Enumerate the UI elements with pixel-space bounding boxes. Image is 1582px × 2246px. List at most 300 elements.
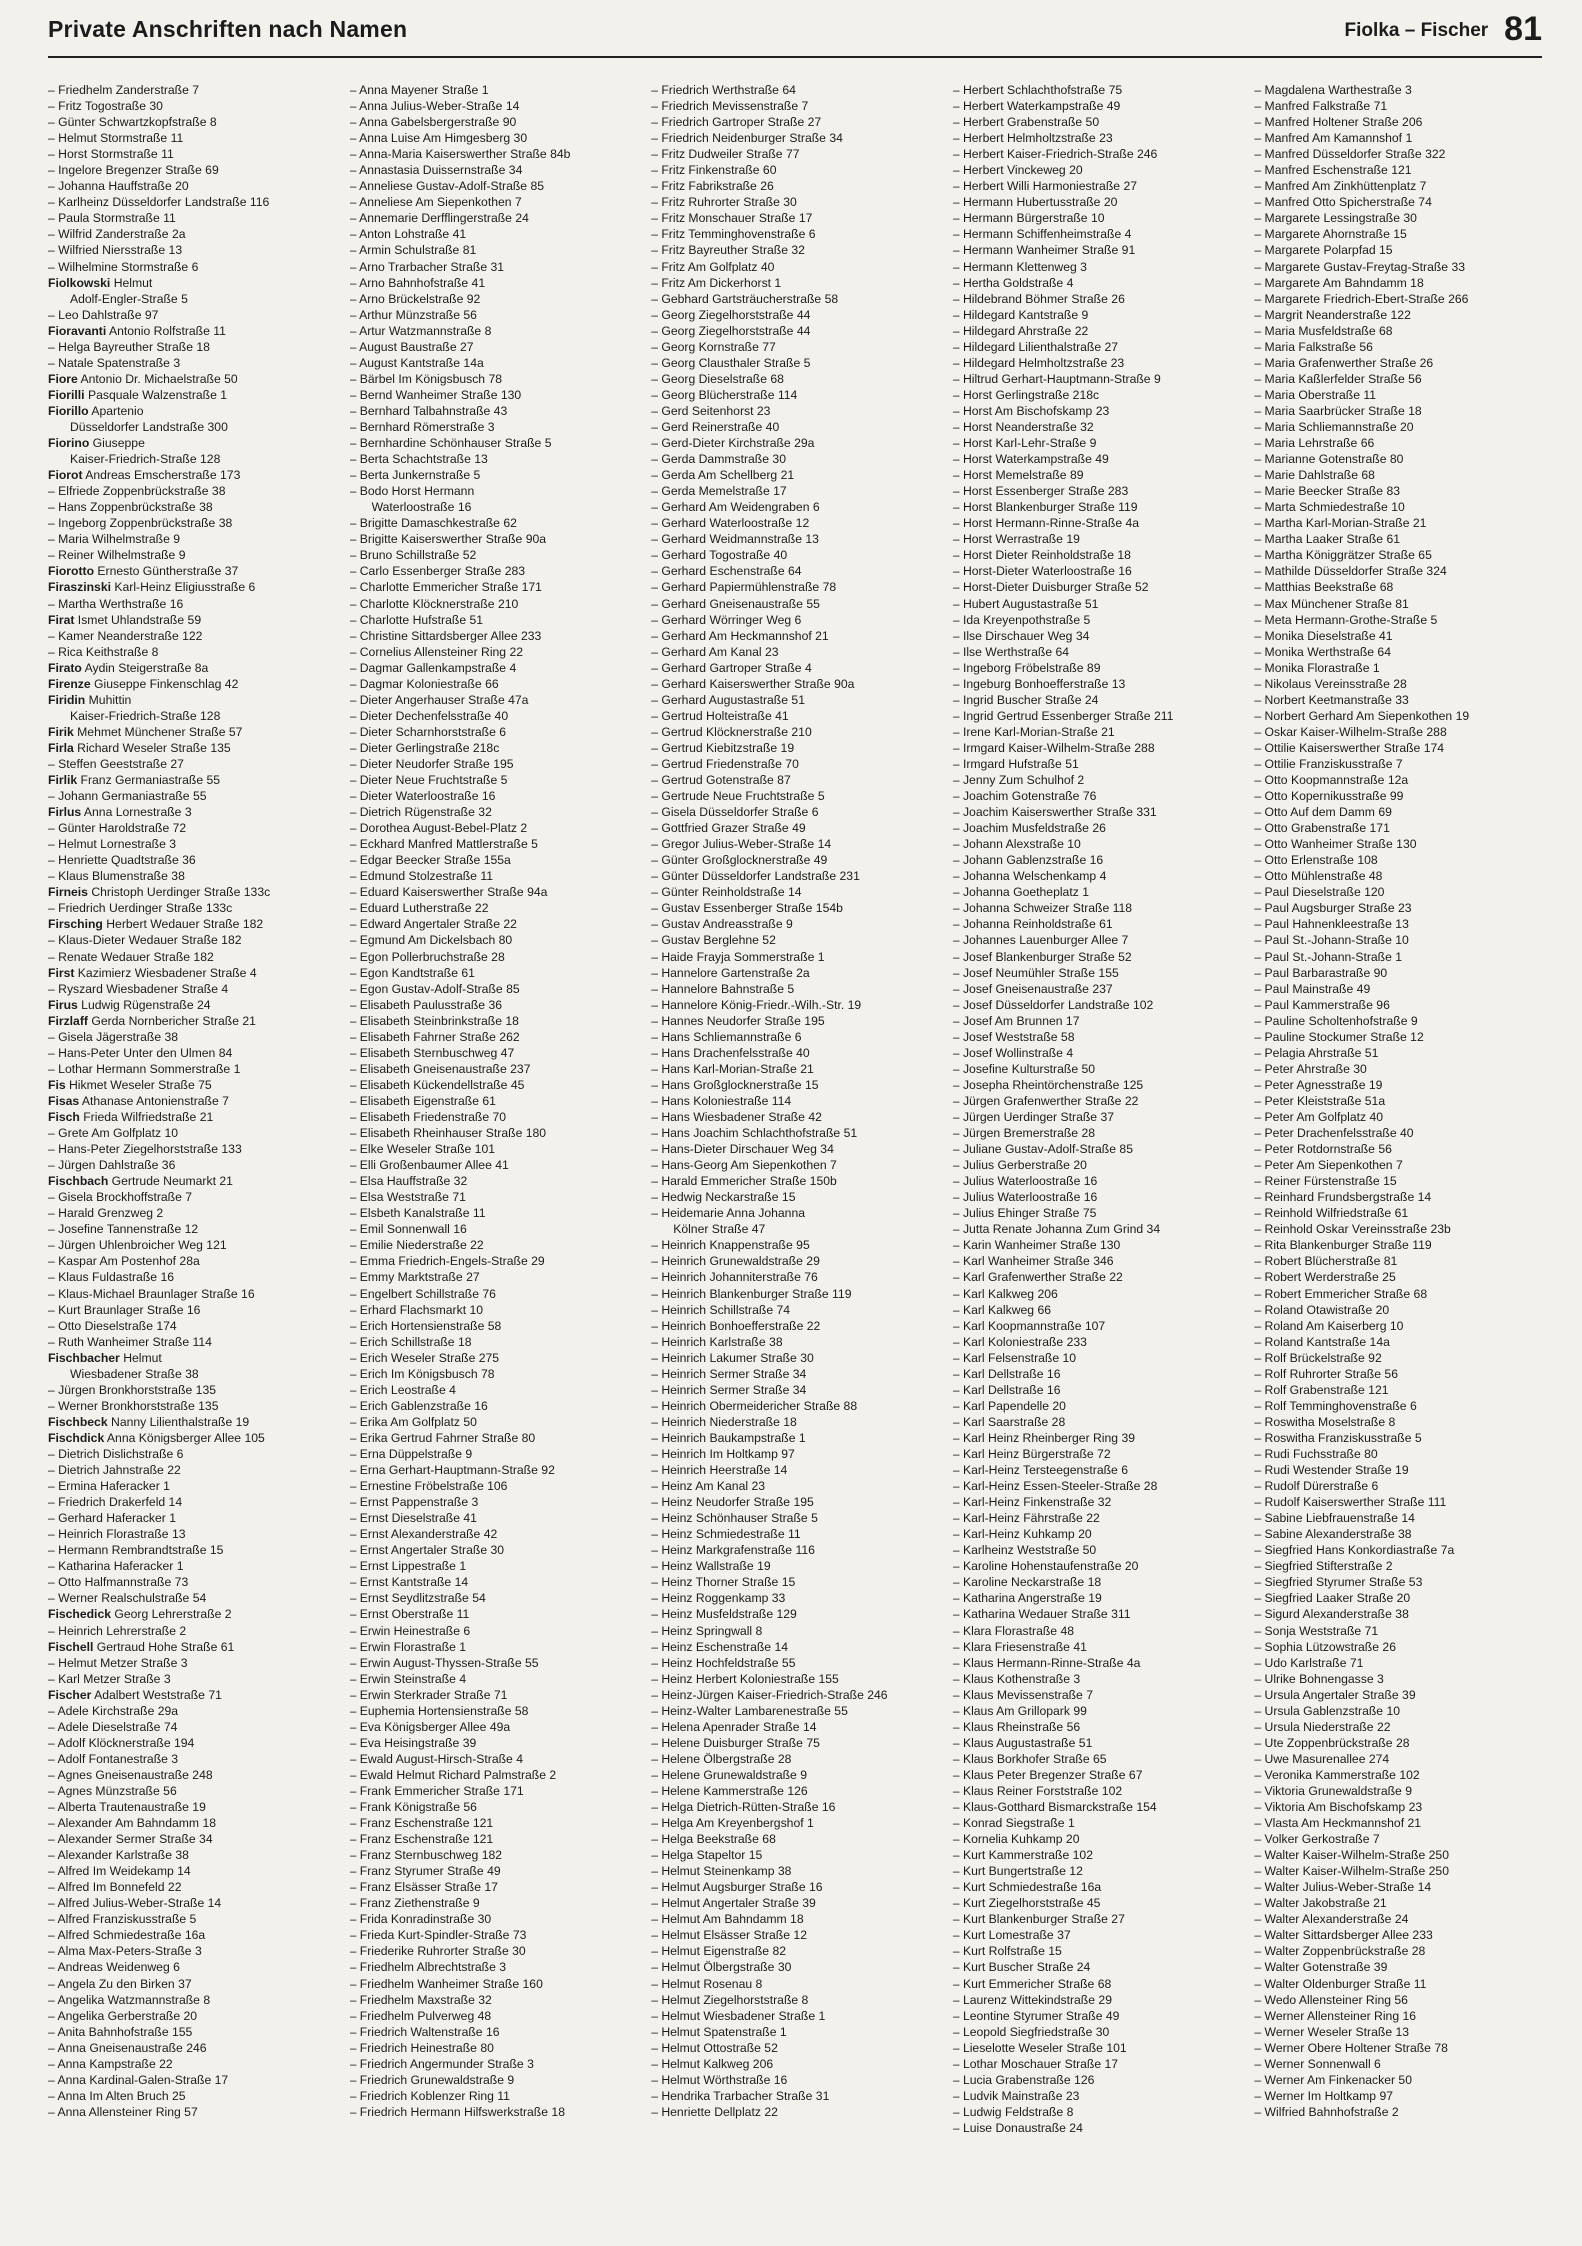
directory-entry: – Fritz Am Dickerhorst 1 xyxy=(651,275,782,290)
directory-entry: – Gustav Berglehne 52 xyxy=(651,933,776,948)
directory-entry: – Gisela Jägerstraße 38 xyxy=(48,1029,179,1044)
column-1 xyxy=(48,82,336,2136)
directory-entry: – Klaus Hermann-Rinne-Straße 4a xyxy=(952,1655,1141,1670)
directory-entry: – Annemarie Derfflingerstraße 24 xyxy=(349,211,529,226)
directory-entry: – Elke Weseler Straße 101 xyxy=(349,1142,496,1157)
directory-entry: – Emma Friedrich-Engels-Straße 29 xyxy=(349,1254,545,1269)
directory-entry: – Edmund Stolzestraße 11 xyxy=(349,869,493,884)
directory-entry: – Elsa Hauffstraße 32 xyxy=(349,1174,468,1189)
directory-entry: – Gustav Essenberger Straße 154b xyxy=(651,901,843,916)
directory-entry: – Ruth Wanheimer Straße 114 xyxy=(48,1334,212,1349)
directory-entry: – Ludwig Feldstraße 8 xyxy=(952,2104,1074,2119)
directory-entry: – Walter Kaiser-Wilhelm-Straße 250 xyxy=(1254,1848,1449,1863)
directory-entry: – Heinrich Heerstraße 14 xyxy=(651,1463,788,1478)
directory-entry: – Horst Dieter Reinholdstraße 18 xyxy=(952,548,1131,563)
directory-entry: – Bernhard Talbahnstraße 43 xyxy=(349,403,508,418)
directory-entry: – Hedwig Neckarstraße 15 xyxy=(651,1190,796,1205)
directory-entry: – Friedrich Gartroper Straße 27 xyxy=(651,115,822,130)
directory-entry: Firenze Giuseppe Finkenschlag 42 xyxy=(48,676,239,691)
directory-entry: – Alfred Im Bonnefeld 22 xyxy=(48,1880,182,1895)
directory-entry: – Friedhelm Zanderstraße 7 xyxy=(48,83,200,97)
directory-entry: – Johann Alexstraße 10 xyxy=(952,837,1081,852)
directory-entry: – Karl-Heinz Kuhkamp 20 xyxy=(952,1527,1092,1542)
directory-entry: – Euphemia Hortensienstraße 58 xyxy=(349,1703,529,1718)
directory-entry: – Karl Dellstraße 16 xyxy=(952,1366,1061,1381)
directory-entry: – Haide Frayja Sommerstraße 1 xyxy=(651,949,825,964)
directory-entry: – Berta Schachtstraße 13 xyxy=(349,452,488,467)
directory-entry: – Johanna Reinholdstraße 61 xyxy=(952,917,1113,932)
directory-entry: – Manfred Falkstraße 71 xyxy=(1254,99,1388,114)
directory-entry: – Heinrich Schillstraße 74 xyxy=(651,1302,791,1317)
directory-entry: – Friedhelm Maxstraße 32 xyxy=(349,1992,492,2007)
page-number: 81 xyxy=(1504,10,1542,48)
directory-entry: – Henriette Quadtstraße 36 xyxy=(48,853,196,868)
directory-entry: – Karlheinz Düsseldorfer Landstraße 116 xyxy=(48,195,270,210)
directory-entry: – Ewald Helmut Richard Palmstraße 2 xyxy=(349,1767,557,1782)
directory-entry: – Elisabeth Kückendellstraße 45 xyxy=(349,1077,525,1092)
directory-entry: – Katharina Wedauer Straße 311 xyxy=(952,1607,1131,1622)
directory-entry: – Marianne Gotenstraße 80 xyxy=(1254,452,1404,467)
directory-entry: – Elisabeth Sternbuschweg 47 xyxy=(349,1045,515,1060)
column-4 xyxy=(953,82,1241,2136)
directory-entry: – Hannes Neudorfer Straße 195 xyxy=(651,1013,825,1028)
directory-entry: – Rolf Temminghovenstraße 6 xyxy=(1254,1398,1417,1413)
directory-entry: – Hildegard Lilienthalstraße 27 xyxy=(952,339,1119,354)
directory-entry: – Jenny Zum Schulhof 2 xyxy=(952,773,1085,788)
directory-entry: – Anita Bahnhofstraße 155 xyxy=(48,2024,193,2039)
directory-entry: – Erich Schillstraße 18 xyxy=(349,1334,472,1349)
directory-entry: – Heinrich Niederstraße 18 xyxy=(651,1414,797,1429)
directory-entry: – Berta Junkernstraße 5 xyxy=(349,468,481,483)
directory-entry: Firato Aydin Steigerstraße 8a xyxy=(48,660,209,675)
directory-entry: – Gebhard Gartsträucherstraße 58 xyxy=(651,291,839,306)
directory-entry: – Gerhard Kaiserswerther Straße 90a xyxy=(651,676,855,691)
surname: Fischedick xyxy=(48,1607,111,1622)
surname: Firneis xyxy=(48,885,88,900)
directory-entry: – Ingeborg Fröbelstraße 89 xyxy=(952,660,1101,675)
directory-entry: – Heinz Springwall 8 xyxy=(651,1623,763,1638)
directory-entry: – Herbert Kaiser-Friedrich-Straße 246 xyxy=(952,147,1158,162)
directory-entry: – Helmut Metzer Straße 3 xyxy=(48,1655,188,1670)
directory-entry: Firat Ismet Uhlandstraße 59 xyxy=(48,612,202,627)
directory-entry: – Heinrich Obermeidericher Straße 88 xyxy=(651,1398,858,1413)
directory-entry: – Erich Hortensienstraße 58 xyxy=(349,1318,502,1333)
directory-entry: – Heinz-Jürgen Kaiser-Friedrich-Straße 246 xyxy=(651,1687,888,1702)
directory-entry: – Hannelore König-Friedr.-Wilh.-Str. 19 xyxy=(651,997,862,1012)
directory-entry: – Frieda Kurt-Spindler-Straße 73 xyxy=(349,1928,527,1943)
directory-entry: – Adele Kirchstraße 29a xyxy=(48,1703,179,1718)
directory-entry: – Johanna Goetheplatz 1 xyxy=(952,885,1089,900)
directory-entry: Fischedick Georg Lehrerstraße 2 xyxy=(48,1607,232,1622)
directory-entry: – Walter Alexanderstraße 24 xyxy=(1254,1912,1409,1927)
directory-entry: – Klaus Rheinstraße 56 xyxy=(952,1719,1081,1734)
directory-entry: – Edgar Beecker Straße 155a xyxy=(349,853,511,868)
directory-entry: – Gerhard Haferacker 1 xyxy=(48,1511,177,1526)
directory-entry: – Helmut Wiesbadener Straße 1 xyxy=(651,2008,826,2023)
directory-entry: – Johanna Welschenkamp 4 xyxy=(952,869,1107,884)
directory-entry: – Karl Papendelle 20 xyxy=(952,1398,1066,1413)
directory-entry: – Georg Ziegelhorststraße 44 xyxy=(651,307,811,322)
directory-entry: – Friedrich Drakerfeld 14 xyxy=(48,1495,183,1510)
directory-entry: – Manfred Am Zinkhüttenplatz 7 xyxy=(1254,179,1427,194)
directory-entry: – Harald Emmericher Straße 150b xyxy=(651,1174,837,1189)
directory-entry: Fisch Frieda Wilfriedstraße 21 xyxy=(48,1110,214,1124)
directory-entry: – Siegfried Laaker Straße 20 xyxy=(1254,1591,1411,1606)
surname: Fiore xyxy=(48,371,78,386)
directory-entry: – Helene Duisburger Straße 75 xyxy=(651,1735,820,1750)
directory-entry: – Anna Luise Am Himgesberg 30 xyxy=(349,131,528,146)
directory-entry: – Heinz Eschenstraße 14 xyxy=(651,1639,789,1654)
directory-entry: – Charlotte Hufstraße 51 xyxy=(349,612,484,627)
directory-entry: – Eva Heisingstraße 39 xyxy=(349,1735,477,1750)
directory-entry: – Martha Königgrätzer Straße 65 xyxy=(1254,548,1432,563)
directory-entry: – Monika Dieselstraße 41 xyxy=(1254,628,1393,643)
directory-entry: – Artur Watzmannstraße 8 xyxy=(349,323,492,338)
directory-entry: – Maria Falkstraße 56 xyxy=(1254,339,1373,354)
directory-entry: – Norbert Gerhard Am Siepenkothen 19 xyxy=(1254,708,1470,723)
directory-entry: – Helmut Elsässer Straße 12 xyxy=(651,1928,807,1943)
directory-entry: – Otto Wanheimer Straße 130 xyxy=(1254,837,1417,852)
directory-entry: – Dietrich Rügenstraße 32 xyxy=(349,805,492,820)
directory-entry: – Hildegard Helmholtzstraße 23 xyxy=(952,355,1125,370)
directory-entry: Fiore Antonio Dr. Michaelstraße 50 xyxy=(48,371,238,386)
directory-entry: – Klara Friesenstraße 41 xyxy=(952,1639,1087,1654)
directory-entry: – Heinrich Johanniterstraße 76 xyxy=(651,1270,818,1285)
directory-entry: – Maria Saarbrücker Straße 18 xyxy=(1254,403,1422,418)
directory-entry: – Helga Bayreuther Straße 18 xyxy=(48,339,210,354)
directory-entry: – Franz Sternbuschweg 182 xyxy=(349,1848,503,1863)
directory-entry: – Gerhard Augustastraße 51 xyxy=(651,692,805,707)
directory-entry: – Anna Gneisenaustraße 246 xyxy=(48,2040,207,2055)
directory-entry: – Hans Schliemannstraße 6 xyxy=(651,1029,802,1044)
directory-entry: – Horst Gerlingstraße 218c xyxy=(952,387,1100,402)
directory-entry: – Reinhard Frundsbergstraße 14 xyxy=(1254,1190,1432,1205)
directory-entry: – Robert Werderstraße 25 xyxy=(1254,1270,1396,1285)
directory-entry: – Roland Kantstraße 14a xyxy=(1254,1334,1390,1349)
directory-entry: – Ingeburg Bonhoefferstraße 13 xyxy=(952,676,1126,691)
directory-entry: – Herbert Grabenstraße 50 xyxy=(952,115,1100,130)
directory-entry: – Helmut Eigenstraße 82 xyxy=(651,1944,786,1959)
directory-entry: – Viktoria Grunewaldstraße 9 xyxy=(1254,1783,1412,1798)
directory-entry: – Karl-Heinz Finkenstraße 32 xyxy=(952,1495,1112,1510)
directory-entry: – Hermann Rembrandtstraße 15 xyxy=(48,1543,224,1558)
directory-entry: – Dieter Angerhauser Straße 47a xyxy=(349,692,529,707)
directory-entry: – Helmut Kalkweg 206 xyxy=(651,2056,774,2071)
directory-entry: – Helmut Am Bahndamm 18 xyxy=(651,1912,804,1927)
directory-entry: Fischbeck Nanny Lilienthalstraße 19 xyxy=(48,1414,250,1429)
directory-entry: – Manfred Eschenstraße 121 xyxy=(1254,163,1412,178)
directory-entry: – Heinz Schönhauser Straße 5 xyxy=(651,1511,818,1526)
directory-entry: – Arthur Münzstraße 56 xyxy=(349,307,477,322)
directory-entry: – Rudi Westender Straße 19 xyxy=(1254,1463,1409,1478)
directory-entry: – Heinrich Im Holtkamp 97 xyxy=(651,1446,795,1461)
directory-entry: – Erwin Sterkrader Straße 71 xyxy=(349,1687,508,1702)
directory-entry: – Marta Schmiedestraße 10 xyxy=(1254,500,1405,515)
directory-entry: – Harald Grenzweg 2 xyxy=(48,1206,164,1221)
directory-entry: – Heinrich Baukampstraße 1 xyxy=(651,1430,806,1445)
directory-entry: – Ernst Pappenstraße 3 xyxy=(349,1495,479,1510)
directory-entry: – Klara Florastraße 48 xyxy=(952,1623,1075,1638)
directory-entry: – Heinz Am Kanal 23 xyxy=(651,1479,766,1494)
directory-entry: Firlik Franz Germaniastraße 55 xyxy=(48,773,221,788)
directory-entry: Fischbach Gertrude Neumarkt 21 xyxy=(48,1174,233,1189)
directory-entry: – Maria Lehrstraße 66 xyxy=(1254,436,1375,451)
directory-entry: – Helene Kammerstraße 126 xyxy=(651,1783,808,1798)
directory-entry: – Klaus Mevissenstraße 7 xyxy=(952,1687,1093,1702)
directory-entry: First Kazimierz Wiesbadener Straße 4 xyxy=(48,965,257,980)
directory-entry: – Erwin Heinestraße 6 xyxy=(349,1623,471,1638)
directory-entry: – Monika Werthstraße 64 xyxy=(1254,644,1391,659)
directory-entry: Adolf-Engler-Straße 5 xyxy=(70,291,188,306)
directory-entry: – Jürgen Dahlstraße 36 xyxy=(48,1158,176,1173)
directory-entry: – Heinrich Florastraße 13 xyxy=(48,1527,186,1542)
directory-entry: – Friedrich Uerdinger Straße 133c xyxy=(48,901,233,916)
directory-entry: – Peter Agnesstraße 19 xyxy=(1254,1077,1383,1092)
directory-entry: – Dietrich Jahnstraße 22 xyxy=(48,1463,181,1478)
directory-entry: – Herbert Schlachthofstraße 75 xyxy=(952,83,1123,97)
directory-entry: – Karl Saarstraße 28 xyxy=(952,1414,1066,1429)
directory-entry: – Elisabeth Paulusstraße 36 xyxy=(349,997,503,1012)
directory-entry: – Hertha Goldstraße 4 xyxy=(952,275,1074,290)
directory-entry: – Helmut Spatenstraße 1 xyxy=(651,2024,787,2039)
directory-entry: – Emil Sonnenwall 16 xyxy=(349,1222,467,1237)
surname: Firato xyxy=(48,660,82,675)
directory-entry: – Armin Schulstraße 81 xyxy=(349,243,477,258)
directory-entry: – Horst Neanderstraße 32 xyxy=(952,419,1094,434)
directory-entry: – Gerhard Gneisenaustraße 55 xyxy=(651,596,820,611)
directory-entry: – Otto Dieselstraße 174 xyxy=(48,1318,177,1333)
directory-entry: – Kurt Schmiedestraße 16a xyxy=(952,1880,1102,1895)
directory-entry: – Horst Waterkampstraße 49 xyxy=(952,452,1109,467)
directory-entry: – Ingrid Gertrud Essenberger Straße 211 xyxy=(952,708,1174,723)
directory-entry: – Gertrud Kiebitzstraße 19 xyxy=(651,740,795,755)
directory-entry: – Jürgen Bremerstraße 28 xyxy=(952,1126,1096,1141)
directory-entry: – Georg Blücherstraße 114 xyxy=(651,387,798,402)
directory-entry: – Hannelore Gartenstraße 2a xyxy=(651,965,810,980)
directory-entry: – Klaus Borkhofer Straße 65 xyxy=(952,1751,1107,1766)
directory-entry: – Dieter Neudorfer Straße 195 xyxy=(349,756,514,771)
directory-entry: – Rolf Ruhrorter Straße 56 xyxy=(1254,1366,1398,1381)
directory-entry: – Adolf Fontanestraße 3 xyxy=(48,1751,179,1766)
directory-entry: – Kurt Blankenburger Straße 27 xyxy=(952,1912,1125,1927)
directory-entry: – Arno Bahnhofstraße 41 xyxy=(349,275,486,290)
directory-entry: – Helena Apenrader Straße 14 xyxy=(651,1719,817,1734)
directory-entry: – Helmut Ölbergstraße 30 xyxy=(651,1960,792,1975)
directory-entry: – Helmut Augsburger Straße 16 xyxy=(651,1880,823,1895)
directory-entry: – Elli Großenbaumer Allee 41 xyxy=(349,1158,509,1173)
directory-entry: – Heinz Neudorfer Straße 195 xyxy=(651,1495,814,1510)
directory-entry: – Joachim Gotenstraße 76 xyxy=(952,789,1097,804)
directory-entry: – Ingelore Bregenzer Straße 69 xyxy=(48,163,219,178)
directory-entry: – Paula Stormstraße 11 xyxy=(48,211,176,226)
directory-entry: – Sabine Alexanderstraße 38 xyxy=(1254,1527,1412,1542)
directory-entry: – Alberta Trautenaustraße 19 xyxy=(48,1800,206,1815)
directory-entry: – Heinz Musfeldstraße 129 xyxy=(651,1607,797,1622)
directory-entry: – Heinrich Blankenburger Straße 119 xyxy=(651,1286,852,1301)
directory-entry: Fis Hikmet Weseler Straße 75 xyxy=(48,1077,212,1092)
directory-entry: – Dagmar Koloniestraße 66 xyxy=(349,676,499,691)
directory-entry: – Karoline Hohenstaufenstraße 20 xyxy=(952,1559,1139,1574)
directory-entry: Firla Richard Weseler Straße 135 xyxy=(48,740,231,755)
directory-entry: – Walter Zoppenbrückstraße 28 xyxy=(1254,1944,1426,1959)
directory-entry: – Heinrich Sermer Straße 34 xyxy=(651,1366,807,1381)
directory-entry: – Paul St.-Johann-Straße 1 xyxy=(1254,949,1403,964)
name-range: Fiolka – Fischer xyxy=(1344,20,1489,41)
directory-entry: – Margarete Friedrich-Ebert-Straße 266 xyxy=(1254,291,1469,306)
directory-entry: – Gertrude Neue Fruchtstraße 5 xyxy=(651,789,825,804)
directory-entry: – Walter Kaiser-Wilhelm-Straße 250 xyxy=(1254,1864,1449,1879)
directory-entry: – Leo Dahlstraße 97 xyxy=(48,307,159,322)
directory-entry: – Gerhard Gartroper Straße 4 xyxy=(651,660,812,675)
directory-entry: – Ursula Gablenzstraße 10 xyxy=(1254,1703,1401,1718)
directory-entry: – Günter Haroldstraße 72 xyxy=(48,821,187,836)
surname: Firla xyxy=(48,740,74,755)
directory-entry: – Julius Waterloostraße 16 xyxy=(952,1190,1098,1205)
directory-entry: – Renate Wedauer Straße 182 xyxy=(48,949,214,964)
directory-entry: – Jürgen Grafenwerther Straße 22 xyxy=(952,1093,1139,1108)
directory-entry: – Friedrich Mevissenstraße 7 xyxy=(651,99,809,114)
directory-entry: – Pelagia Ahrstraße 51 xyxy=(1254,1045,1379,1060)
directory-entry: – Günter Düsseldorfer Landstraße 231 xyxy=(651,869,860,884)
directory-entry: – Roland Am Kaiserberg 10 xyxy=(1254,1318,1404,1333)
directory-entry: – Laurenz Wittekindstraße 29 xyxy=(952,1992,1112,2007)
directory-entry: – Elisabeth Friedenstraße 70 xyxy=(349,1110,507,1124)
directory-entry: – Erika Am Golfplatz 50 xyxy=(349,1414,477,1429)
directory-entry: – Emilie Niederstraße 22 xyxy=(349,1238,484,1253)
directory-entry: – Karl Felsenstraße 10 xyxy=(952,1350,1077,1365)
directory-entry: – Bernd Wanheimer Straße 130 xyxy=(349,387,522,402)
directory-entry: – Gerda Am Schellberg 21 xyxy=(651,468,795,483)
directory-entry: – Ermina Haferacker 1 xyxy=(48,1479,170,1494)
directory-entry: – Otto Mühlenstraße 48 xyxy=(1254,869,1383,884)
directory-entry: – Arno Trarbacher Straße 31 xyxy=(349,259,505,274)
directory-entry: – Georg Kornstraße 77 xyxy=(651,339,776,354)
directory-entry: – Alexander Sermer Straße 34 xyxy=(48,1832,213,1847)
directory-entry: – Emmy Marktstraße 27 xyxy=(349,1270,480,1285)
directory-entry: – Hans-Dieter Dirschauer Weg 34 xyxy=(651,1142,834,1157)
directory-entry: – Elfriede Zoppenbrückstraße 38 xyxy=(48,484,226,499)
directory-entry: – Karl Kalkweg 206 xyxy=(952,1286,1058,1301)
directory-entry: – Wilfried Niersstraße 13 xyxy=(48,243,183,258)
directory-entry: – Ilse Werthstraße 64 xyxy=(952,644,1070,659)
directory-entry: – Natale Spatenstraße 3 xyxy=(48,355,181,370)
directory-entry: – Fritz Bayreuther Straße 32 xyxy=(651,243,805,258)
directory-entry: – Heinrich Bonhoefferstraße 22 xyxy=(651,1318,821,1333)
directory-entry: – Vlasta Am Heckmannshof 21 xyxy=(1254,1816,1422,1831)
directory-entry: – Martha Werthstraße 16 xyxy=(48,596,184,611)
directory-entry: – Anna Allensteiner Ring 57 xyxy=(48,2104,198,2119)
directory-entry: Firik Mehmet Münchener Straße 57 xyxy=(48,724,243,739)
directory-entry: – Maria Kaßlerfelder Straße 56 xyxy=(1254,371,1422,386)
directory-entry: – Uwe Masurenallee 274 xyxy=(1254,1751,1390,1766)
directory-entry: – Klaus Blumenstraße 38 xyxy=(48,869,185,884)
directory-entry: – Veronika Kammerstraße 102 xyxy=(1254,1767,1420,1782)
directory-entry: – Heinz Wallstraße 19 xyxy=(651,1559,771,1574)
directory-entry: – Heinrich Lehrerstraße 2 xyxy=(48,1623,187,1638)
directory-entry: – Otto Koopmannstraße 12a xyxy=(1254,773,1409,788)
directory-entry: – Josef Weststraße 58 xyxy=(952,1029,1075,1044)
directory-entry: Kaiser-Friedrich-Straße 128 xyxy=(70,708,221,723)
directory-entry: – Heinz Roggenkamp 33 xyxy=(651,1591,786,1606)
directory-entry: – Klaus Am Grillopark 99 xyxy=(952,1703,1087,1718)
directory-entry: – Jürgen Uhlenbroicher Weg 121 xyxy=(48,1238,227,1253)
directory-entry: – Klaus Reiner Forststraße 102 xyxy=(952,1783,1123,1798)
directory-entry: – Maria Wilhelmstraße 9 xyxy=(48,532,181,547)
directory-entry: – Friedhelm Wanheimer Straße 160 xyxy=(349,1976,543,1991)
directory-entry: – Gisela Düsseldorfer Straße 6 xyxy=(651,805,819,820)
directory-entry: – Mathilde Düsseldorfer Straße 324 xyxy=(1254,564,1447,579)
directory-entry: – Heinrich Lakumer Straße 30 xyxy=(651,1350,814,1365)
directory-entry: – Günter Reinholdstraße 14 xyxy=(651,885,802,900)
directory-entry: – Werner Sonnenwall 6 xyxy=(1254,2056,1381,2071)
directory-entry: – Günter Großglocknerstraße 49 xyxy=(651,853,828,868)
directory-entry: – Elsa Weststraße 71 xyxy=(349,1190,466,1205)
directory-entry: – Erwin Steinstraße 4 xyxy=(349,1671,467,1686)
directory-entry: – Pauline Stockumer Straße 12 xyxy=(1254,1029,1424,1044)
directory-entry: – Gregor Julius-Weber-Straße 14 xyxy=(651,837,832,852)
directory-entry: – Julius Waterloostraße 16 xyxy=(952,1174,1098,1189)
directory-entry: – Anna Kampstraße 22 xyxy=(48,2056,173,2071)
directory-entry: – Sonja Weststraße 71 xyxy=(1254,1623,1379,1638)
directory-entry: – Manfred Otto Spicherstraße 74 xyxy=(1254,195,1432,210)
directory-entry: – Gerd-Dieter Kirchstraße 29a xyxy=(651,436,815,451)
directory-entry: – Brigitte Kaiserswerther Straße 90a xyxy=(349,532,547,547)
directory-entry: – Angela Zu den Birken 37 xyxy=(48,1976,192,1991)
directory-entry: – Fritz Am Golfplatz 40 xyxy=(651,259,775,274)
directory-entry: – Magdalena Warthestraße 3 xyxy=(1254,83,1412,97)
surname: Firlik xyxy=(48,773,78,788)
page-header xyxy=(48,10,1542,58)
directory-entry: – Sigurd Alexanderstraße 38 xyxy=(1254,1607,1409,1622)
directory-entry: – Werner Realschulstraße 54 xyxy=(48,1591,207,1606)
directory-entry: – Walter Julius-Weber-Straße 14 xyxy=(1254,1880,1432,1895)
directory-entry: – Karlheinz Weststraße 50 xyxy=(952,1543,1097,1558)
directory-entry: – Gerhard Am Weidengraben 6 xyxy=(651,500,820,515)
directory-entry: – Reiner Wilhelmstraße 9 xyxy=(48,548,186,563)
directory-entry: – Karl Kalkweg 66 xyxy=(952,1302,1052,1317)
directory-entry: – Oskar Kaiser-Wilhelm-Straße 288 xyxy=(1254,724,1447,739)
directory-entry: – Meta Hermann-Grothe-Straße 5 xyxy=(1254,612,1438,627)
directory-entry: – Charlotte Emmericher Straße 171 xyxy=(349,580,542,595)
directory-entry: – Christine Sittardsberger Allee 233 xyxy=(349,628,542,643)
directory-entry: – Dieter Gerlingstraße 218c xyxy=(349,740,500,755)
directory-entry: – Friedrich Neidenburger Straße 34 xyxy=(651,131,843,146)
directory-entry: – Henriette Dellplatz 22 xyxy=(651,2104,778,2119)
directory-entry: – Hans Großglocknerstraße 15 xyxy=(651,1077,819,1092)
directory-entry: – Maria Musfeldstraße 68 xyxy=(1254,323,1393,338)
directory-entry: – Irmgard Hufstraße 51 xyxy=(952,756,1079,771)
directory-entry: – Charlotte Klöcknerstraße 210 xyxy=(349,596,519,611)
directory-entry: – Friedrich Heinestraße 80 xyxy=(349,2040,494,2055)
directory-entry: – Bodo Horst Hermann xyxy=(349,484,475,499)
directory-entry: – Ilse Dirschauer Weg 34 xyxy=(952,628,1090,643)
directory-entry: – Hans-Peter Ziegelhorststraße 133 xyxy=(48,1142,242,1157)
directory-entry: – Alfred Im Weidekamp 14 xyxy=(48,1864,191,1879)
directory-entry: – Erna Düppelstraße 9 xyxy=(349,1446,473,1461)
directory-entry: – Erwin Florastraße 1 xyxy=(349,1639,467,1654)
directory-entry: – Fritz Ruhrorter Straße 30 xyxy=(651,195,797,210)
directory-entry: – Gertrud Holteistraße 41 xyxy=(651,708,789,723)
directory-entry: – Ernestine Fröbelstraße 106 xyxy=(349,1479,508,1494)
directory-entry: – August Baustraße 27 xyxy=(349,339,474,354)
directory-entry: – Egmund Am Dickelsbach 80 xyxy=(349,933,513,948)
surname: Fischer xyxy=(48,1687,92,1702)
directory-entry: – Helmut Wörthstraße 16 xyxy=(651,2072,788,2087)
directory-entry: – Hannelore Bahnstraße 5 xyxy=(651,981,795,996)
directory-entry: – Horst Blankenburger Straße 119 xyxy=(952,500,1138,515)
directory-entry: – Hans Koloniestraße 114 xyxy=(651,1093,792,1108)
directory-entry: – Reiner Fürstenstraße 15 xyxy=(1254,1174,1397,1189)
